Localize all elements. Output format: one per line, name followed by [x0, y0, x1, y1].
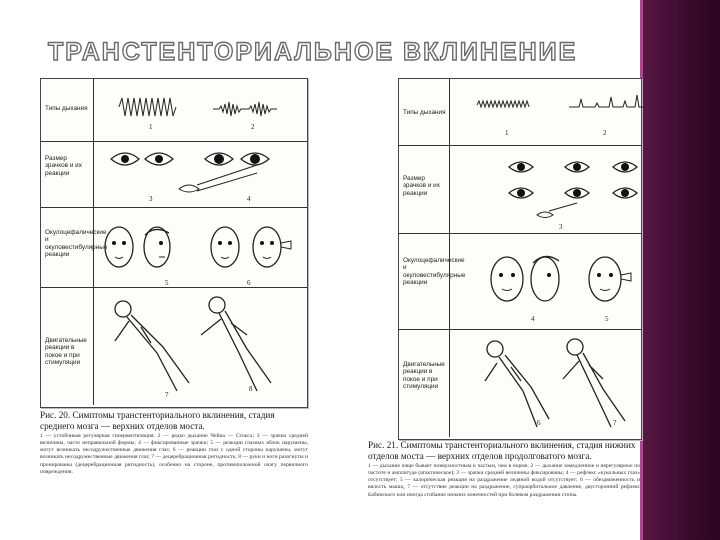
row-label-pupils: Размер зрачков и их реакции: [45, 155, 82, 177]
body-posture-2: [563, 339, 625, 427]
oculocephalic-heads: [41, 207, 307, 287]
head-turned-1: [531, 256, 559, 301]
head-front-2: [589, 257, 631, 301]
light-stimulus: [537, 203, 577, 218]
fig-num-8: 8: [249, 385, 253, 393]
head-front-1: [491, 257, 523, 301]
head-front-1: [105, 227, 133, 267]
breathing-waveforms: [41, 79, 307, 141]
motor-postures: [399, 329, 641, 437]
fig-num-7: 7: [165, 391, 169, 399]
fig-num-6: 6: [537, 419, 541, 427]
row-label-oculocephalic: Окулоцефалические и окуловестибулярные реакции: [403, 257, 466, 287]
figure-left: [40, 78, 308, 408]
row-label-motor: Двигательные реакции в покое и при стимуляции: [45, 337, 87, 367]
fig-num-2: 2: [603, 129, 607, 137]
fig-num-3: 3: [559, 223, 563, 231]
row-label-pupils: Размер зрачков и их реакции: [403, 175, 440, 197]
waveform-ataxic: [569, 95, 645, 107]
head-turned-1: [144, 227, 170, 267]
fig-num-6: 6: [247, 279, 251, 287]
figure-left-caption-body: 1 — устойчивая регулярная гипервентиляция; 2 — редко дыхание Чейна — Стокса; 3 — зрачки средней величины, часто неправильной формы; 4 — фиксированные зрачки; 5 — реакции глазных яблок нарушены, могут возникать несодружественные движения глаз; 6 — реакции глаз с одной стороны нарушены, могут возникать несодружественные движения глаз; 7 — децеребрационная ригидность; 8 — руки и ноги разогнуты и пронированы (децеребрационная ригидность), особенно на стороне, противоположной очагу первичного повреждения.: [40, 433, 308, 475]
row-label-motor: Двигательные реакции в покое и при стимуляции: [403, 361, 445, 391]
figure-right-caption-title: Рис. 21. Симптомы транстенториального вклинения, стадия нижних отделов моста — верхних отделов продолговатого мозга.: [368, 440, 636, 461]
row-label-breathing: Типы дыхания: [45, 105, 88, 112]
fig-num-3: 3: [149, 195, 153, 203]
fig-num-7: 7: [613, 419, 617, 427]
head-front-3: [253, 227, 291, 267]
pupil-eyes: [41, 141, 307, 207]
figure-right: [398, 78, 642, 440]
head-front-2: [211, 227, 239, 267]
fig-num-1: 1: [505, 129, 509, 137]
waveform-periodic: [213, 102, 277, 116]
body-posture-1: [485, 341, 549, 427]
body-posture-1: [115, 301, 189, 391]
slide-title: ТРАНСТЕНТОРИАЛЬНОЕ ВКЛИНЕНИЕ: [48, 38, 578, 66]
figure-left-caption-title: Рис. 20. Симптомы транстенториального вклинения, стадия среднего мозга — верхних отделов моста.: [40, 410, 275, 431]
pupil-eyes: [399, 145, 641, 233]
light-stimulus: [179, 165, 257, 192]
waveform-shallow-rapid: [477, 101, 529, 107]
eye-pair-fixed: [205, 153, 269, 165]
motor-postures: [41, 287, 307, 405]
eye-pair-midsize: [111, 153, 173, 165]
fig-num-4: 4: [247, 195, 251, 203]
fig-num-5: 5: [605, 315, 609, 323]
row-label-breathing: Типы дыхания: [403, 109, 446, 116]
fig-num-1: 1: [149, 123, 153, 131]
figure-right-caption-body: 1 — дыхание чаще бывает поверхностным и частым, чем в норме; 2 — дыхание замедленное и нерегулярное по частоте и амплитуде (атактическое); 3 — зрачки средней величины фиксированы; 4 — рефлекс «кукольных глаз» отсутствует; 5 — калорическая реакция на раздражение ледяной водой отсутствует; 6 — обездвиженность и вялость мышц, 7 — отсутствие реакции на раздражение, супраорбитальное давление, двусторонний рефлекс Бабинского или иногда сгибание нижних конечностей при болевом раздражении стопы.: [368, 463, 640, 498]
eye-row-2: [509, 188, 637, 198]
eye-row-1: [509, 162, 637, 172]
fig-num-2: 2: [251, 123, 255, 131]
slide-accent-bar: [640, 0, 720, 540]
fig-num-5: 5: [165, 279, 169, 287]
body-posture-2: [201, 297, 271, 391]
figure-left-caption: [40, 410, 308, 476]
figure-right-caption: [368, 440, 640, 499]
waveform-regular: [119, 98, 176, 116]
row-label-oculocephalic: Окулоцефалические и окуловестибулярные реакции: [45, 229, 108, 259]
fig-num-4: 4: [531, 315, 535, 323]
